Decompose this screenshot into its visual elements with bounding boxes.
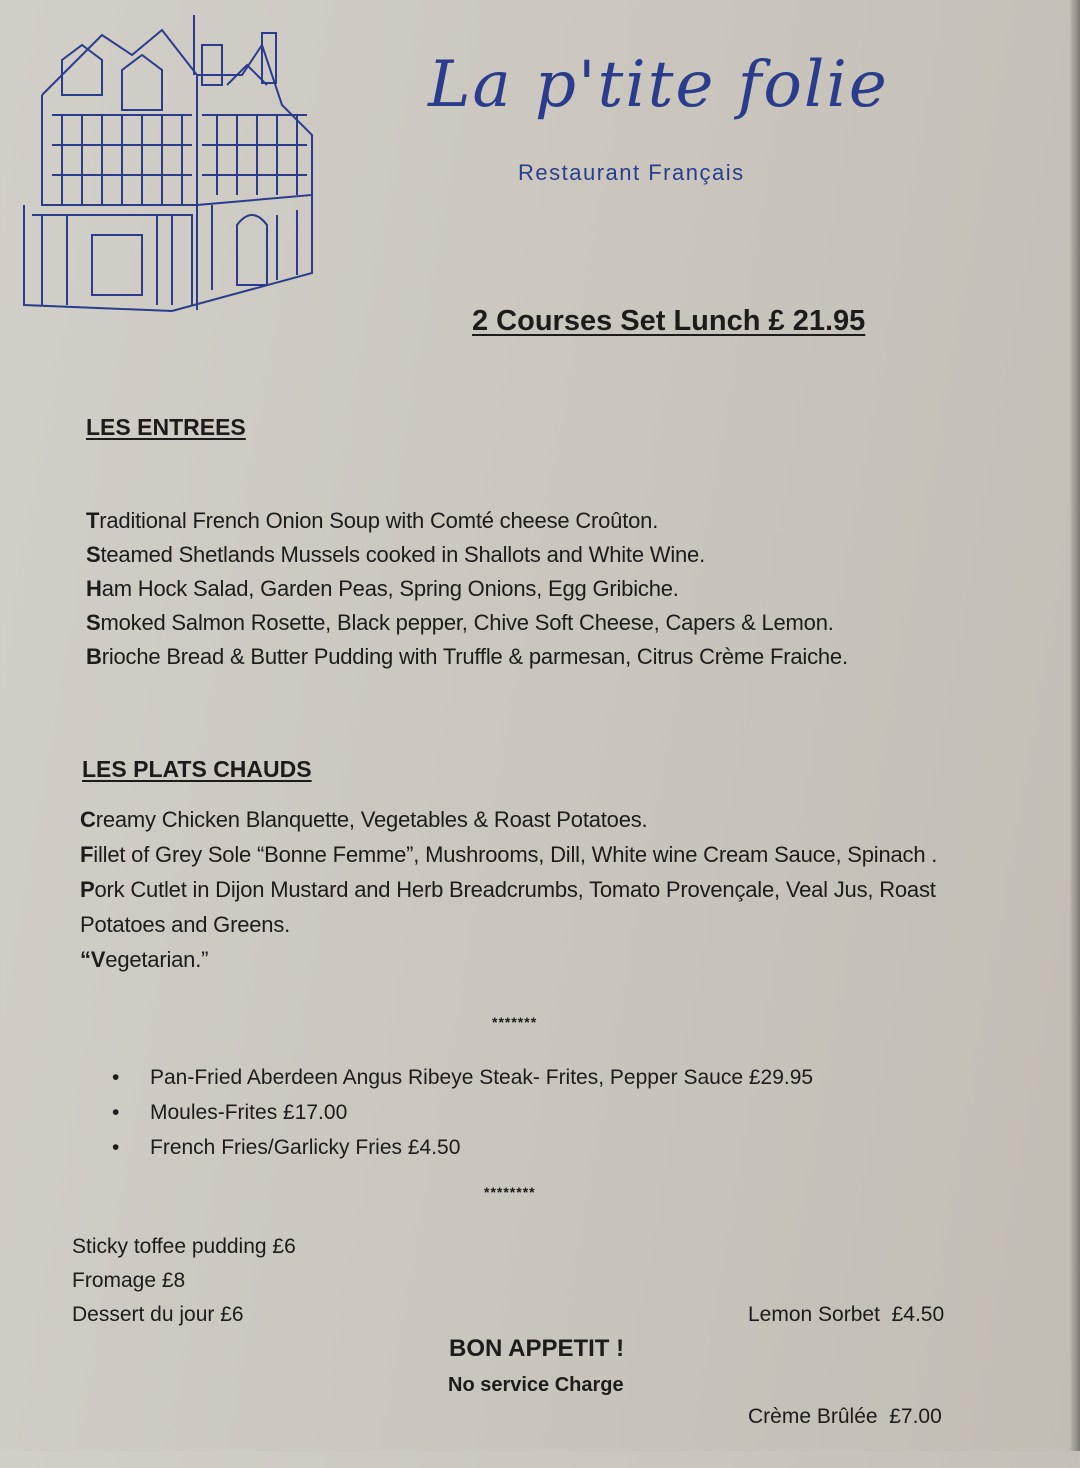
bullet-icon: • — [112, 1066, 120, 1089]
bullet-icon: • — [112, 1136, 120, 1159]
desserts-left — [72, 1230, 296, 1332]
extra-item: • Pan-Fried Aberdeen Angus Ribeye Steak- Frites, Pepper Sauce £29.95 — [112, 1060, 813, 1095]
separator: ******* — [492, 1014, 538, 1030]
restaurant-subtitle: Restaurant Français — [518, 160, 745, 185]
extra-item: • French Fries/Garlicky Fries £4.50 — [112, 1130, 813, 1165]
set-lunch-title: 2 Courses Set Lunch £ 21.95 — [472, 305, 866, 337]
page-edge-shadow — [1070, 0, 1080, 1451]
menu-item: “Vegetarian.” — [80, 947, 209, 972]
separator: ******** — [484, 1184, 536, 1200]
restaurant-logo: La p'tite folie — [428, 48, 889, 122]
plats-list — [80, 802, 985, 977]
dessert-item: Crème Brûlée £7.00 — [748, 1405, 942, 1428]
plats-heading: LES PLATS CHAUDS — [82, 756, 312, 782]
dessert-item: Dessert du jour £6 — [72, 1303, 244, 1326]
entrees-heading: LES ENTREES — [86, 414, 246, 440]
desserts-right — [748, 1230, 944, 1468]
bullet-icon: • — [112, 1101, 120, 1124]
dessert-item: Sticky toffee pudding £6 — [72, 1235, 296, 1258]
extras-list — [112, 1060, 813, 1165]
menu-item: Ham Hock Salad, Garden Peas, Spring Onions, Egg Gribiche. — [86, 576, 679, 601]
bon-appetit: BON APPETIT ! — [449, 1335, 625, 1362]
menu-item: Brioche Bread & Butter Pudding with Truffle & parmesan, Citrus Crème Fraiche. — [86, 644, 848, 669]
menu-item: Fillet of Grey Sole “Bonne Femme”, Mushrooms, Dill, White wine Cream Sauce, Spinach . — [80, 842, 938, 867]
menu-item: Pork Cutlet in Dijon Mustard and Herb Breadcrumbs, Tomato Provençale, Veal Jus, Roast Potatoes and Greens. — [80, 877, 936, 937]
menu-item: Traditional French Onion Soup with Comté cheese Croûton. — [86, 508, 659, 533]
entrees-list — [86, 504, 1016, 674]
dessert-item: Lemon Sorbet £4.50 — [748, 1303, 945, 1326]
menu-item: Creamy Chicken Blanquette, Vegetables & Roast Potatoes. — [80, 807, 648, 832]
dessert-item: Fromage £8 — [72, 1269, 186, 1292]
extra-item: • Moules-Frites £17.00 — [112, 1095, 813, 1130]
building-illustration-icon — [22, 15, 344, 315]
menu-item: Smoked Salmon Rosette, Black pepper, Chive Soft Cheese, Capers & Lemon. — [86, 610, 834, 635]
menu-item: Steamed Shetlands Mussels cooked in Shallots and White Wine. — [86, 542, 706, 567]
service-note: No service Charge — [448, 1374, 624, 1396]
